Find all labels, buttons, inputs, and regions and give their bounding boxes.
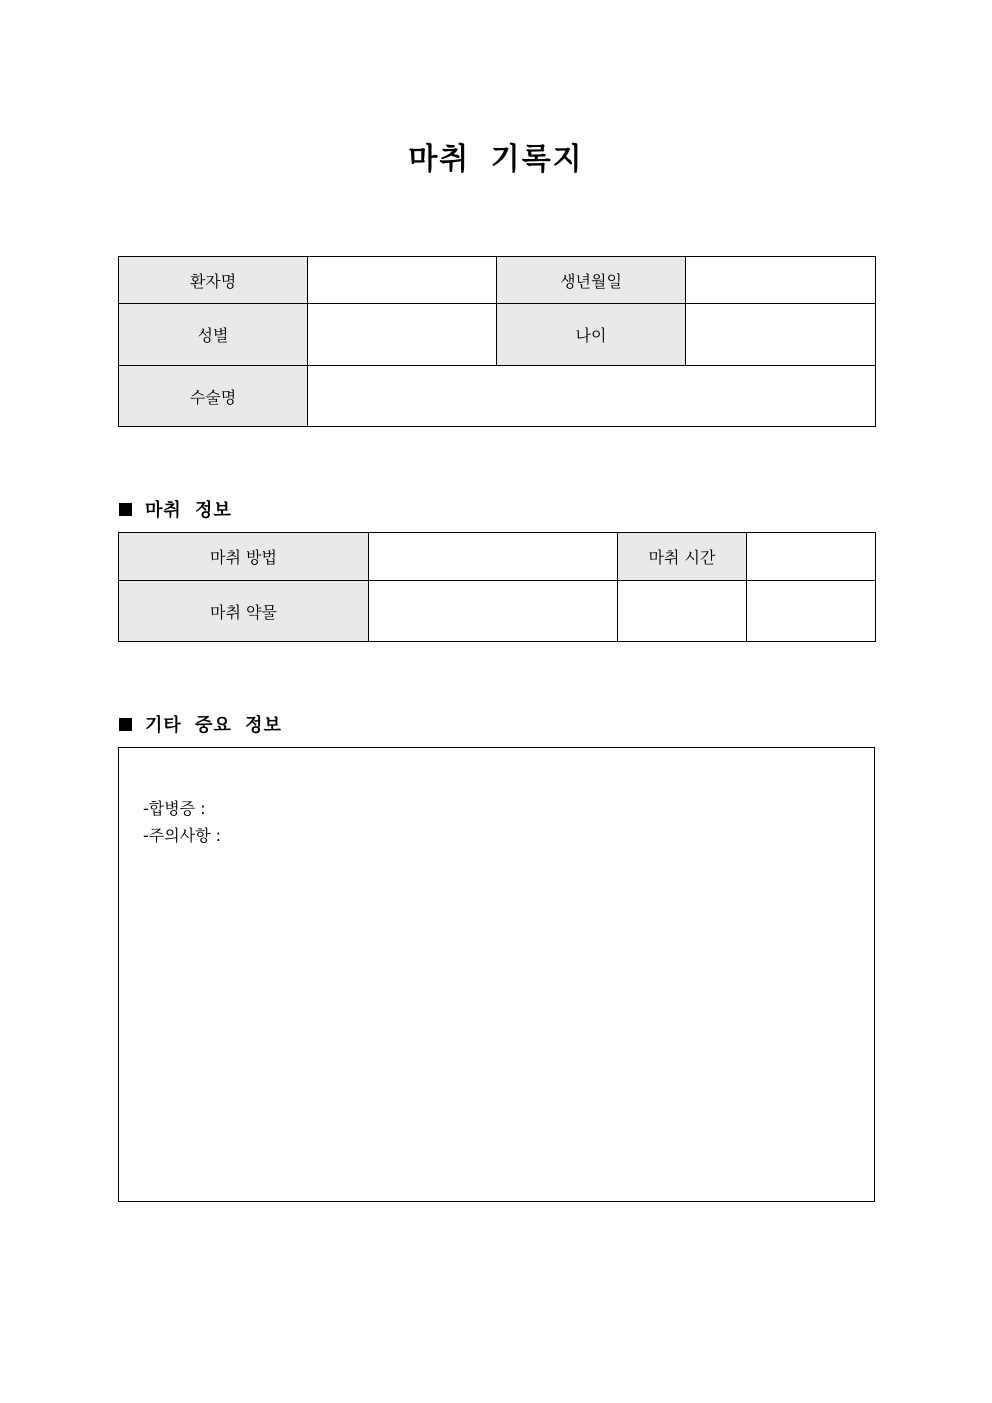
birth-date-label: 생년월일 [497,257,686,304]
surgery-name-label: 수술명 [119,366,308,427]
anesthesia-section-heading [119,496,232,522]
anesthesia-info-table [118,532,876,642]
age-label: 나이 [497,304,686,366]
birth-date-field[interactable] [686,257,876,304]
sex-label: 성별 [119,304,308,366]
other-info-section-title: 기타 중요 정보 [145,715,282,736]
patient-name-field[interactable] [308,257,497,304]
anesthesia-drug-extra-field-2[interactable] [747,581,876,642]
anesthesia-drug-extra-field-1[interactable] [618,581,747,642]
complication-label: -합병증 : [143,799,206,818]
anesthesia-time-field[interactable] [747,533,876,581]
patient-info-table [118,256,876,427]
anesthesia-drug-label: 마취 약물 [119,581,369,642]
anesthesia-time-label: 마취 시간 [618,533,747,581]
caution-label: -주의사항 : [143,826,222,845]
anesthesia-method-field[interactable] [369,533,618,581]
square-bullet-icon [119,718,132,731]
square-bullet-icon [119,503,132,516]
patient-name-label: 환자명 [119,257,308,304]
other-info-section-heading [119,711,282,737]
anesthesia-drug-field[interactable] [369,581,618,642]
age-field[interactable] [686,304,876,366]
anesthesia-section-title: 마취 정보 [145,500,232,521]
other-info-box[interactable] [118,747,875,1202]
page-title: 마취 기록지 [408,142,584,177]
sex-field[interactable] [308,304,497,366]
surgery-name-field[interactable] [308,366,876,427]
anesthesia-method-label: 마취 방법 [119,533,369,581]
